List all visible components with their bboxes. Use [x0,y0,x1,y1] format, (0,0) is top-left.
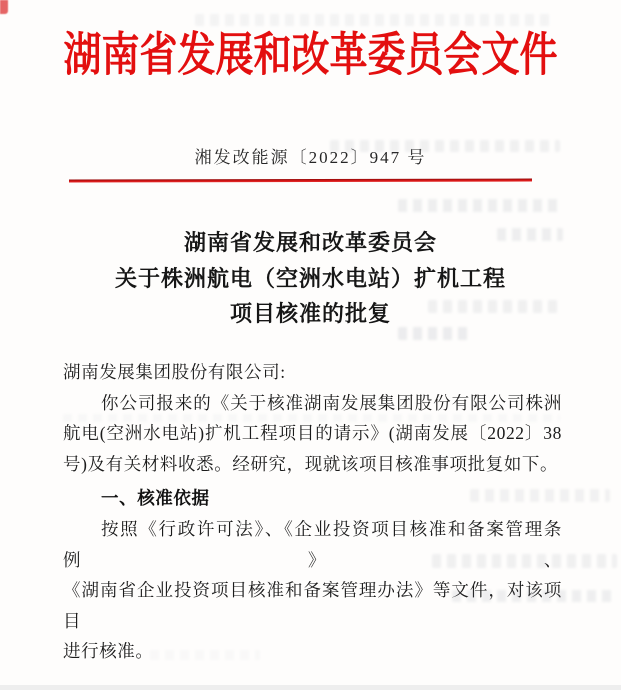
document-title-line-2: 关于株洲航电（空洲水电站）扩机工程 [114,265,506,291]
document-title-line-1: 湖南省发展和改革委员会 [183,230,437,255]
bleedthrough-smudge [428,300,563,313]
bleedthrough-smudge [432,554,617,568]
scan-edge-band [0,685,621,690]
body-line: 航电(空洲水电站)扩机工程项目的请示》(湖南发展〔2022〕38 [63,423,562,444]
body-line: 《湖南省企业投资项目核准和备案管理办法》等文件，对该项目 [63,580,562,631]
body-line: 号)及有关材料收悉。经研究，现就该项目核准事项批复如下。 [63,453,559,474]
body-line: 进行核准。 [63,641,154,662]
bleedthrough-smudge [63,414,560,422]
bleedthrough-smudge [470,489,610,502]
bleedthrough-smudge [452,590,612,602]
body-line: 你公司报来的《关于核准湖南发展集团股份有限公司株洲 [101,392,562,413]
bleedthrough-smudge [330,140,560,152]
scan-corner-artifact [0,0,8,14]
salutation-line: 湖南发展集团股份有限公司: [63,362,286,382]
document-body [63,357,562,667]
bleedthrough-smudge [497,228,563,241]
letterhead-title: 湖南省发展和改革委员会文件 [63,30,558,82]
bleedthrough-smudge [398,199,563,212]
section-heading: 一、核准依据 [101,488,210,509]
document-title-line-3: 项目核准的批复 [229,301,391,326]
document-number: 湘发改能源〔2022〕947 号 [194,148,427,167]
bleedthrough-smudge [398,327,470,340]
bleedthrough-smudge [195,14,555,26]
body-line: 按照《行政许可法》、《企业投资项目核准和备案管理条例》、 [63,518,562,570]
bleedthrough-smudge [150,650,260,660]
red-divider-rule [69,179,532,183]
